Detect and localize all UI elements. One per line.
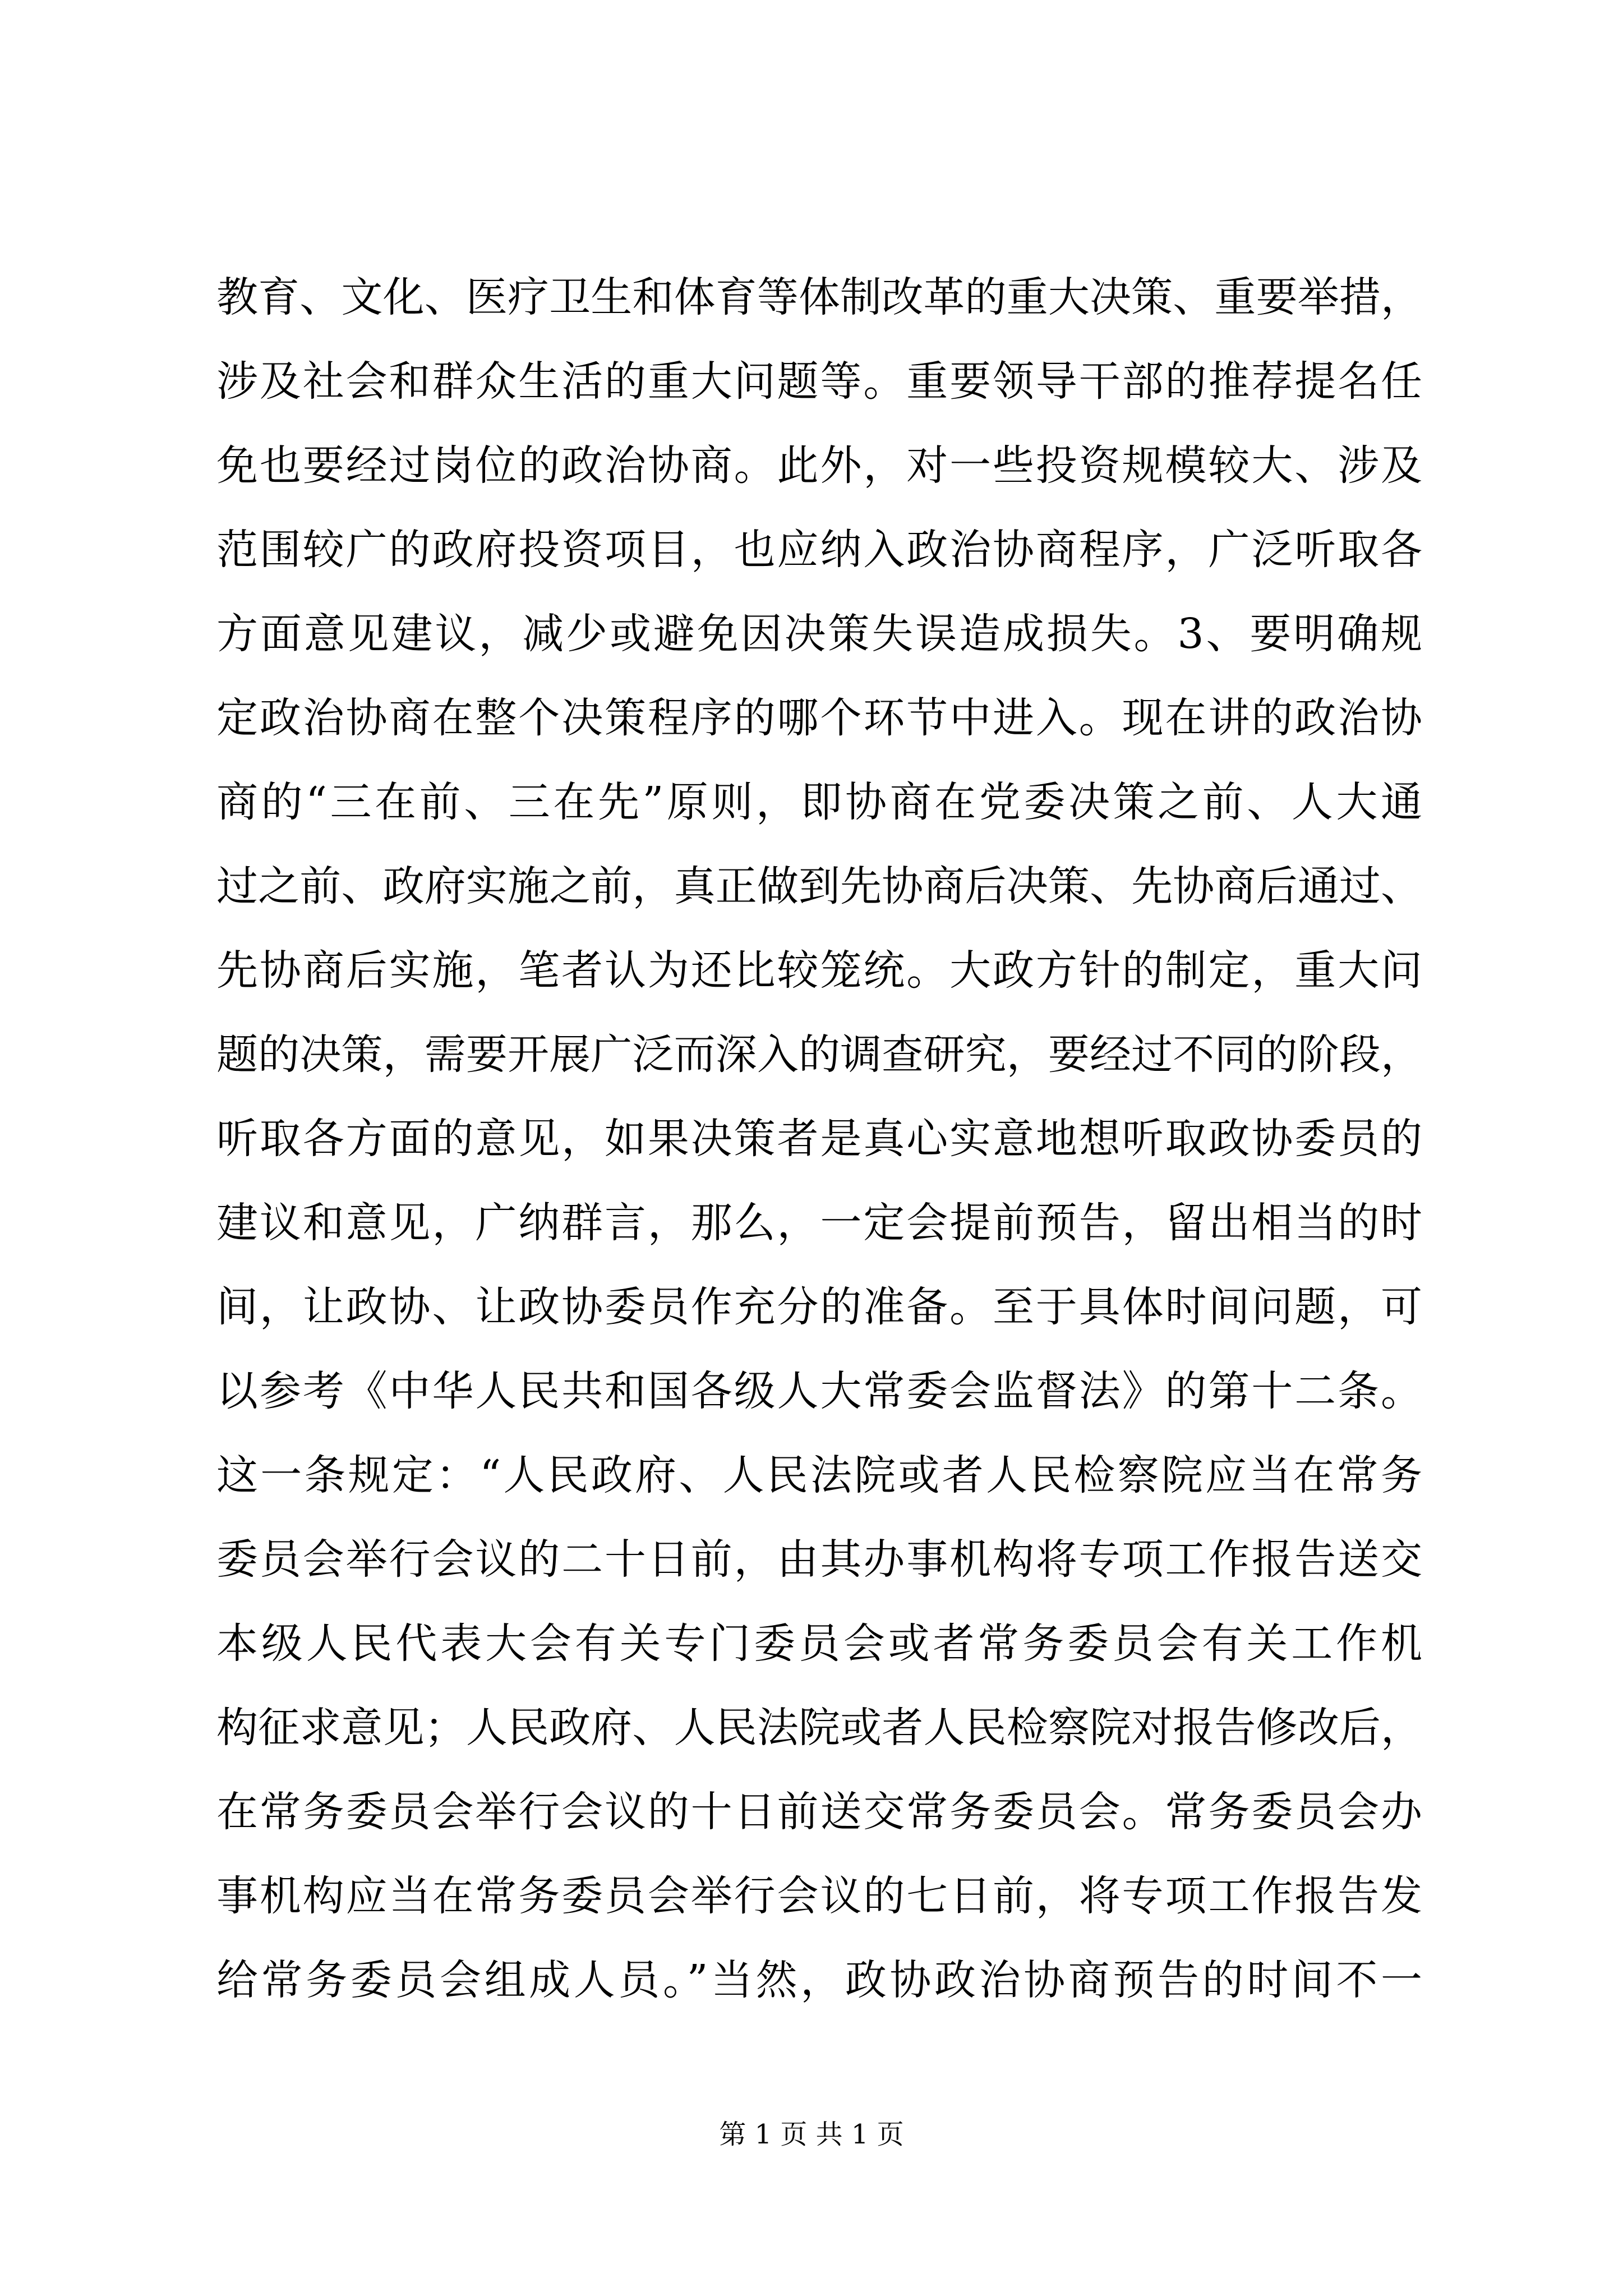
text-line: 在常务委员会举行会议的十日前送交常务委员会。常务委员会办 [216,1788,1422,1836]
page-number-footer: 第 1 页 共 1 页 [719,2119,904,2150]
text-line: 定政治协商在整个决策程序的哪个环节中进入。现在讲的政治协 [216,694,1422,742]
body-paragraph [216,255,1422,2022]
text-line: 建议和意见，广纳群言，那么，一定会提前预告，留出相当的时 [216,1199,1422,1247]
text-line: 本级人民代表大会有关专门委员会或者常务委员会有关工作机 [216,1619,1422,1668]
text-line: 商的“三在前、三在先”原则，即协商在党委决策之前、人大通 [216,778,1422,826]
text-line: 免也要经过岗位的政治协商。此外，对一些投资规模较大、涉及 [216,441,1422,490]
text-line: 过之前、政府实施之前，真正做到先协商后决策、先协商后通过、 [216,862,1422,910]
text-line: 间，让政协、让政协委员作充分的准备。至于具体时间问题，可 [216,1283,1422,1331]
text-line: 听取各方面的意见，如果决策者是真心实意地想听取政协委员的 [216,1115,1422,1163]
text-line: 范围较广的政府投资项目，也应纳入政治协商程序，广泛听取各 [216,526,1422,574]
text-line: 构征求意见；人民政府、人民法院或者人民检察院对报告修改后， [216,1704,1422,1752]
text-line: 委员会举行会议的二十日前，由其办事机构将专项工作报告送交 [216,1535,1422,1584]
text-line: 教育、文化、医疗卫生和体育等体制改革的重大决策、重要举措， [216,273,1422,321]
text-line: 事机构应当在常务委员会举行会议的七日前，将专项工作报告发 [216,1872,1422,1920]
text-line: 先协商后实施，笔者认为还比较笼统。大政方针的制定，重大问 [216,946,1422,995]
text-line: 题的决策，需要开展广泛而深入的调查研究，要经过不同的阶段， [216,1030,1422,1079]
text-line: 以参考《中华人民共和国各级人大常委会监督法》的第十二条。 [216,1367,1422,1415]
text-line: 给常务委员会组成人员。”当然，政协政治协商预告的时间不一 [216,1956,1422,2004]
text-line: 涉及社会和群众生活的重大问题等。重要领导干部的推荐提名任 [216,357,1422,406]
text-line: 这一条规定：“人民政府、人民法院或者人民检察院应当在常务 [216,1451,1422,1499]
text-line: 方面意见建议，减少或避免因决策失误造成损失。3、要明确规 [216,610,1422,658]
